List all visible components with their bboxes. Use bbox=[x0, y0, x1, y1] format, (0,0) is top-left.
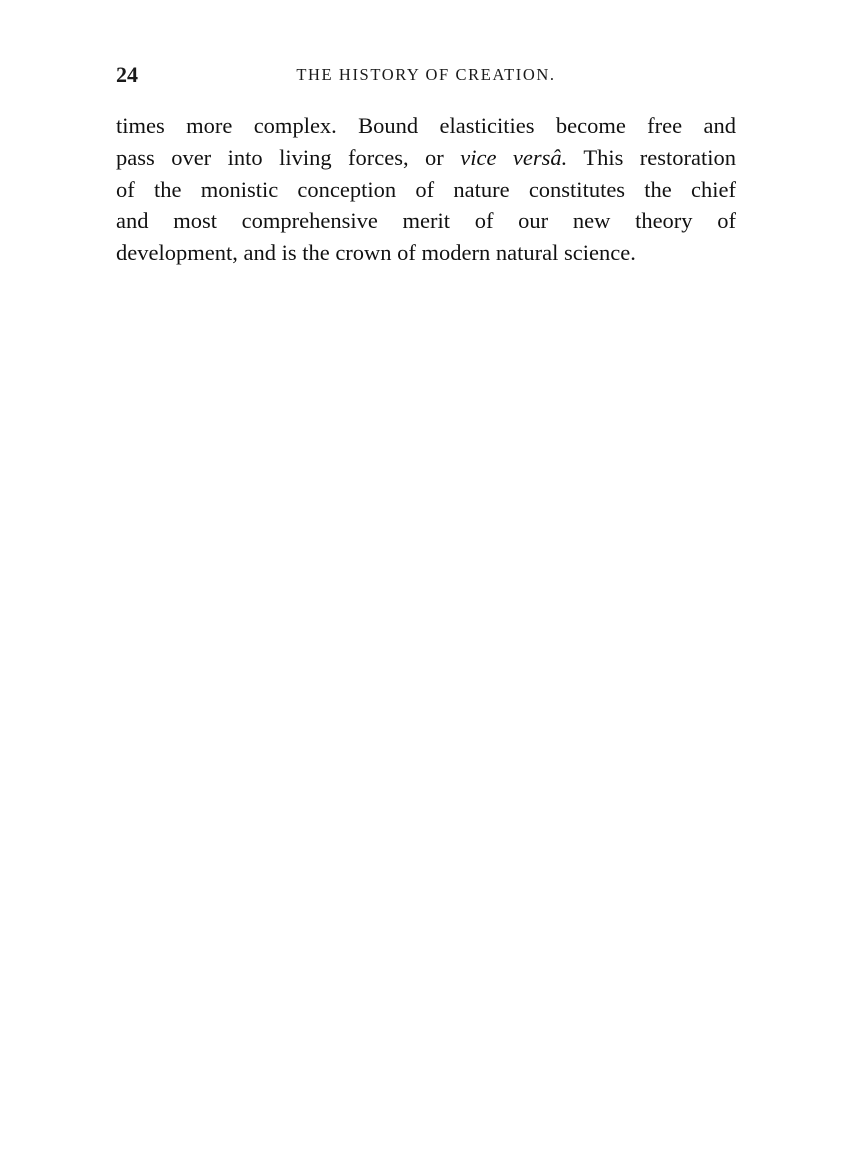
text-line bbox=[116, 142, 736, 174]
text-line: development, and is the crown of modern natural science. bbox=[116, 240, 636, 266]
text-segment: pass over into living forces, or bbox=[116, 144, 461, 170]
body-paragraph bbox=[116, 110, 736, 269]
text-line: times more complex. Bound elasticities become free and bbox=[116, 113, 736, 138]
running-head bbox=[116, 62, 736, 88]
running-title: THE HISTORY OF CREATION. bbox=[296, 65, 556, 84]
italic-phrase: vice versâ. bbox=[460, 144, 568, 170]
page-number: 24 bbox=[116, 62, 138, 87]
text-line: of the monistic conception of nature constitutes the chief bbox=[116, 176, 736, 202]
text-segment: This restoration bbox=[567, 144, 736, 170]
text-line: and most comprehensive merit of our new theory of bbox=[116, 208, 736, 234]
